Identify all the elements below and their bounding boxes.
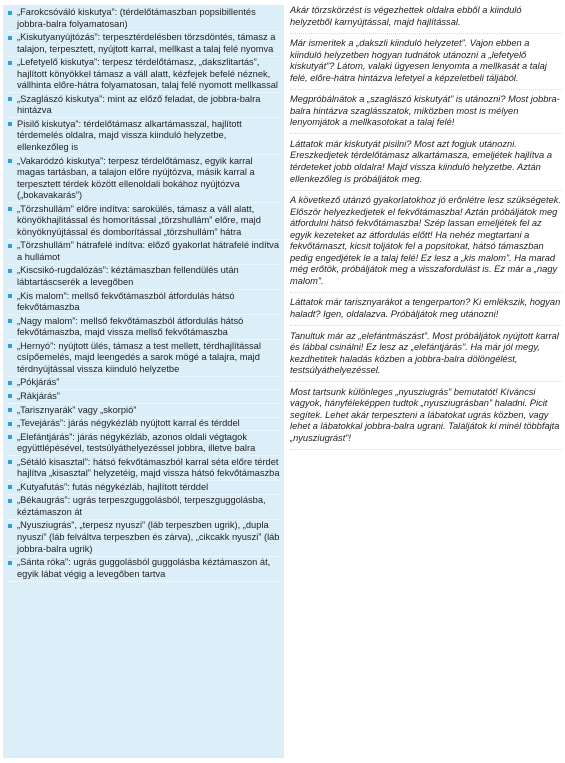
exercise-list-item <box>8 7 280 32</box>
exercise-list-item <box>8 391 280 404</box>
exercise-list-item <box>8 377 280 390</box>
exercise-list-item <box>8 495 280 520</box>
exercise-text: „Vakaródzó kiskutya”: terpesz térdelőtámasz, egyik karral magas tartásban, a talajon előre nyújtózva, másik karral a terpesztett térdek között ellenoldali bokához nyújtózva („bokavakarás”) <box>17 155 255 201</box>
exercise-text: „Pókjárás” <box>17 377 60 388</box>
square-bullet-icon <box>8 11 12 15</box>
exercise-text: „Nyusziugrás”, „terpesz nyuszi” (láb terpeszben ugrik), „dupla nyuszi” (láb felváltva terpeszben és zárva), „cikcakk nyuszi” (láb jobbra-balra ugrik) <box>17 520 280 554</box>
square-bullet-icon <box>8 344 12 348</box>
exercise-list-item <box>8 265 280 290</box>
square-bullet-icon <box>8 485 12 489</box>
exercise-text: „Kis malom”: mellső fekvőtámaszból átfordulás hátsó fekvőtámaszba <box>17 290 235 313</box>
exercise-list-item <box>8 204 280 240</box>
exercise-text: „Kiskutyanyújtózás”: terpesztérdelésben törzsdöntés, támasz a talajon, terpesztett, nyújtott karral, mellkast a talaj felé nyomva <box>17 32 276 54</box>
square-bullet-icon <box>8 97 12 101</box>
square-bullet-icon <box>8 269 12 273</box>
exercise-text: „Sánta róka”: ugrás guggolásból guggolásba kéztámaszon át, egyik lábat végig a levegőben tartva <box>17 557 271 579</box>
exercise-list-item <box>8 418 280 431</box>
exercise-text: „Elefántjárás”: járás négykézláb, azonos oldali végtagok együttlépésével, testsúlyáthelyezéssel jobbra, illetve balra <box>17 431 256 454</box>
square-bullet-icon <box>8 422 12 426</box>
square-bullet-icon <box>8 499 12 503</box>
square-bullet-icon <box>8 561 12 565</box>
exercise-list <box>3 5 284 582</box>
instructions-column <box>290 5 562 758</box>
square-bullet-icon <box>8 524 12 528</box>
exercise-text: „Kiscsikó-rugdalózás”: kéztámaszban fellendülés után lábtartáscserék a levegőben <box>17 265 239 288</box>
instruction-paragraph: Most tartsunk különleges „nyusziugrás” bemutatót! Kíváncsi vagyok, hányféleképpen tudtok „nyusziugrásban” haladni. Picit segítek. Lehet akár terpeszteni a lábatokat ugrás közben, vagy lehet a lábatokkal jobbra-balra ugrani. Találjátok ki minél többfajta „nyusziugrást”! <box>290 387 562 450</box>
instruction-paragraph: Már ismeritek a „dakszli kiinduló helyzetet”. Vajon ebben a kiinduló helyzetben hogyan tudnátok utánozni a „lefetyelő kiskutyát”? Látom, valaki ügyesen lenyomta a mellkasát a talaj felé, előre-hátra hintázva lefetyel a képzeletbeli táljából. <box>290 38 562 90</box>
exercise-list-panel <box>3 5 284 758</box>
square-bullet-icon <box>8 381 12 385</box>
square-bullet-icon <box>8 207 12 211</box>
exercise-list-item <box>8 341 280 377</box>
square-bullet-icon <box>8 319 12 323</box>
instruction-paragraph: Tanultuk már az „elefántmászást”. Most próbáljátok nyújtott karral és lábbal csinálni! Ez lesz az „elefántjárás”. Ha már jól megy, kezdhetitek haladás közben a jobbra-balra dölöngélést, testsúlyáthelyezéssel. <box>290 331 562 383</box>
square-bullet-icon <box>8 460 12 464</box>
exercise-list-item <box>8 316 280 341</box>
square-bullet-icon <box>8 61 12 65</box>
instruction-paragraph: Láttatok már kiskutyát pisilni? Most azt fogjuk utánozni. Ereszkedjetek térdelőtámasz alkartámasza, emeljétek hajlítva a térdeteket jobb oldalra! Majd vissza kiinduló helyzetbe. Aztán ellenkezőleg is próbáljátok meg. <box>290 139 562 191</box>
exercise-text: „Lefetyelő kiskutya”: terpesz térdelőtámasz, „dakszlitartás”, hajlított könyökkel támasz a váll alatt, kézfejek befelé néznek, vállhinta előre-hátra folyamatosan, talaj felé nyomott mellkassal <box>17 57 278 91</box>
exercise-list-item <box>8 240 280 265</box>
exercise-list-item <box>8 405 280 418</box>
exercise-list-item <box>8 57 280 93</box>
instruction-paragraph: Akár törzskörzést is végezhettek oldalra ebből a kiinduló helyzetből karnyújtással, majd hajlítással. <box>290 5 562 34</box>
square-bullet-icon <box>8 159 12 163</box>
exercise-list-item <box>8 457 280 482</box>
exercise-list-item <box>8 119 280 155</box>
square-bullet-icon <box>8 122 12 126</box>
instruction-paragraph: A következő utánzó gyakorlatokhoz jó erőnlétre lesz szükségetek. Először helyezkedjetek el fekvőtámaszba! Aztán próbáljátok meg átfordulni hátsó fekvőtámaszba! Szép lassan emeljétek fel az egyik kezeteket az átfordulás előtt! Ha nehéz megtartani a fekvőtámaszt, kicsit toljátok fel a popsitokat, hátsó támaszban pedig engedjétek le a talaj felé! Ez lesz a „kis malom”. Ha marad még erőtök, próbáljátok meg a visszafordulást is. Ez már a „nagy malom”. <box>290 195 562 293</box>
square-bullet-icon <box>8 435 12 439</box>
exercise-text: „Tevejárás”: járás négykézláb nyújtott karral és térddel <box>17 418 240 429</box>
exercise-list-item <box>8 32 280 57</box>
square-bullet-icon <box>8 408 12 412</box>
exercise-text: „Békaugrás”: ugrás terpeszguggolásból, terpeszguggolásba, kéztámaszon át <box>17 495 266 517</box>
exercise-text: „Szaglászó kiskutya”: mint az előző feladat, de jobbra-balra hintázva <box>17 93 261 116</box>
exercise-list-item <box>8 94 280 119</box>
exercise-text: „Farokcsóváló kiskutya”: (térdelőtámaszban popsibillentés jobbra-balra folyamatosan) <box>17 7 256 29</box>
exercise-text: „Hernyó”: nyújtott ülés, támasz a test mellett, térdhajlítással csípőemelés, majd leengedés a sarok mögé a talajra, majd térdnyújtással vissza kiinduló helyzetbe <box>17 340 261 374</box>
exercise-text: „Törzshullám” előre indítva: sarokülés, támasz a váll alatt, könyökhajlítással és homorítással „törzshullám” előre, majd könyöknyújtással és domborítással „törzshullám” hátra <box>17 203 261 237</box>
instruction-paragraph: Láttatok már tarisznyarákot a tengerparton? Ki emlékszik, hogyan haladt? Igen, oldalazva. Próbáljátok meg utánozni! <box>290 297 562 326</box>
instruction-paragraph: Megpróbálnátok a „szaglászó kiskutyát” is utánozni? Most jobbra-balra hintázva szaglásszatok, miközben most is mélyen lenyomjátok a mellkasotokat a talaj felé! <box>290 94 562 134</box>
square-bullet-icon <box>8 244 12 248</box>
exercise-list-item <box>8 291 280 316</box>
exercise-text: „Rákjárás” <box>17 390 60 401</box>
exercise-list-item <box>8 520 280 556</box>
exercise-list-item <box>8 432 280 457</box>
exercise-text: „Kutyafutás”: futás négykézláb, hajlított térddel <box>17 481 209 492</box>
exercise-list-item <box>8 482 280 495</box>
exercise-text: „Tarisznyarák” vagy „skorpió” <box>17 404 137 415</box>
exercise-text: „Nagy malom”: mellső fekvőtámaszból átfordulás hátsó fekvőtámaszba, majd vissza mellső fekvőtámaszba <box>17 315 244 338</box>
square-bullet-icon <box>8 394 12 398</box>
exercise-text: „Sétáló kisasztal”: hátsó fekvőtámaszból karral séta előre térdet hajlítva „kisasztal” helyzetéig, majd vissza hátsó fekvőtámaszba <box>17 456 280 479</box>
square-bullet-icon <box>8 36 12 40</box>
exercise-list-item <box>8 156 280 204</box>
square-bullet-icon <box>8 294 12 298</box>
exercise-text: „Törzshullám” hátrafelé indítva: előző gyakorlat hátrafelé indítva a hullámot <box>17 240 279 262</box>
exercise-list-item <box>8 557 280 582</box>
exercise-text: Pisilő kiskutya”: térdelőtámasz alkartámasszal, hajlított térdemelés oldalra, majd vissza kiinduló helyzetbe, ellenkezőleg is <box>17 118 242 153</box>
